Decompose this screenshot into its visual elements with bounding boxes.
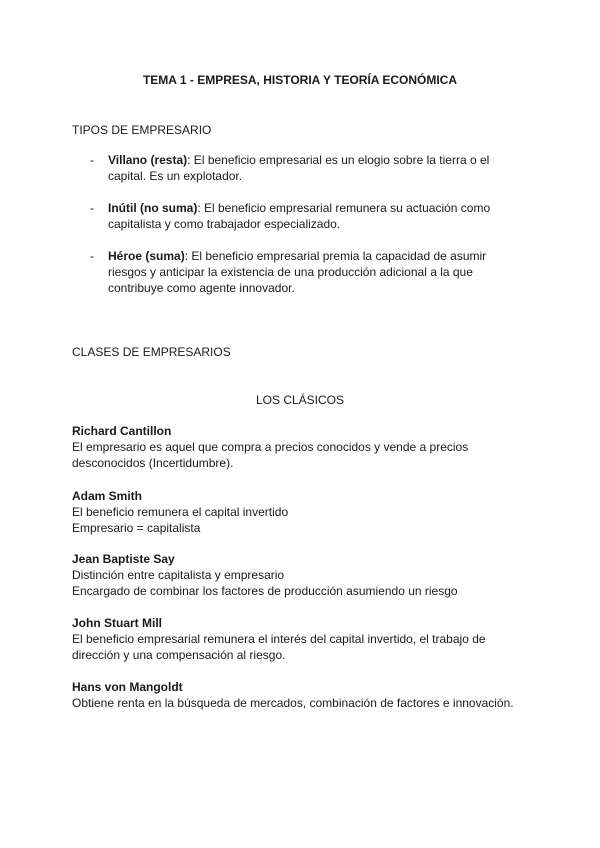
author-entry-say xyxy=(72,551,532,599)
clases-heading: CLASES DE EMPRESARIOS xyxy=(72,345,231,359)
author-description: Distinción entre capitalista y empresario xyxy=(72,568,285,582)
author-description: El beneficio empresarial remunera el interés del capital invertido, el trabajo de dirección y una compensación al riesgo. xyxy=(72,632,486,662)
author-name: Richard Cantillon xyxy=(72,424,172,438)
list-item-text xyxy=(108,248,508,296)
author-entry-smith xyxy=(72,488,532,536)
author-name: Jean Baptiste Say xyxy=(72,552,175,566)
term-description: : El beneficio empresarial es un elogio sobre la tierra o el capital. Es un explotador. xyxy=(108,153,490,183)
author-entry-mill xyxy=(72,615,532,663)
list-item-text xyxy=(108,152,508,184)
author-name: Adam Smith xyxy=(72,489,143,503)
term-label: Inútil (no suma) xyxy=(108,201,198,215)
author-description: Empresario = capitalista xyxy=(72,521,201,535)
author-entry-mangoldt xyxy=(72,679,532,711)
bullet-dash: - xyxy=(90,201,94,215)
term-label: Héroe (suma) xyxy=(108,249,185,263)
tipos-heading: TIPOS DE EMPRESARIO xyxy=(72,123,212,137)
author-description: El beneficio remunera el capital invertido xyxy=(72,505,289,519)
author-name: Hans von Mangoldt xyxy=(72,680,183,694)
author-description: Obtiene renta en la búsqueda de mercados, combinación de factores e innovación. xyxy=(72,696,514,710)
bullet-dash: - xyxy=(90,249,94,263)
author-description: Encargado de combinar los factores de producción asumiendo un riesgo xyxy=(72,584,458,598)
list-item-text xyxy=(108,200,508,232)
author-name: John Stuart Mill xyxy=(72,616,162,630)
page-title: TEMA 1 - EMPRESA, HISTORIA Y TEORÍA ECONÓMICA xyxy=(142,73,458,87)
term-description: : El beneficio empresarial premia la capacidad de asumir riesgos y anticipar la existencia de una producción adicional a la que contribuye como agente innovador. xyxy=(108,249,487,295)
author-description: El empresario es aquel que compra a precios conocidos y vende a precios desconocidos (Incertidumbre). xyxy=(72,440,469,470)
bullet-dash: - xyxy=(90,153,94,167)
term-description: : El beneficio empresarial remunera su actuación como capitalista y como trabajador especializado. xyxy=(108,201,491,231)
term-label: Villano (resta) xyxy=(108,153,188,167)
clasicos-heading: LOS CLÁSICOS xyxy=(255,393,345,407)
author-entry-cantillon xyxy=(72,423,532,471)
